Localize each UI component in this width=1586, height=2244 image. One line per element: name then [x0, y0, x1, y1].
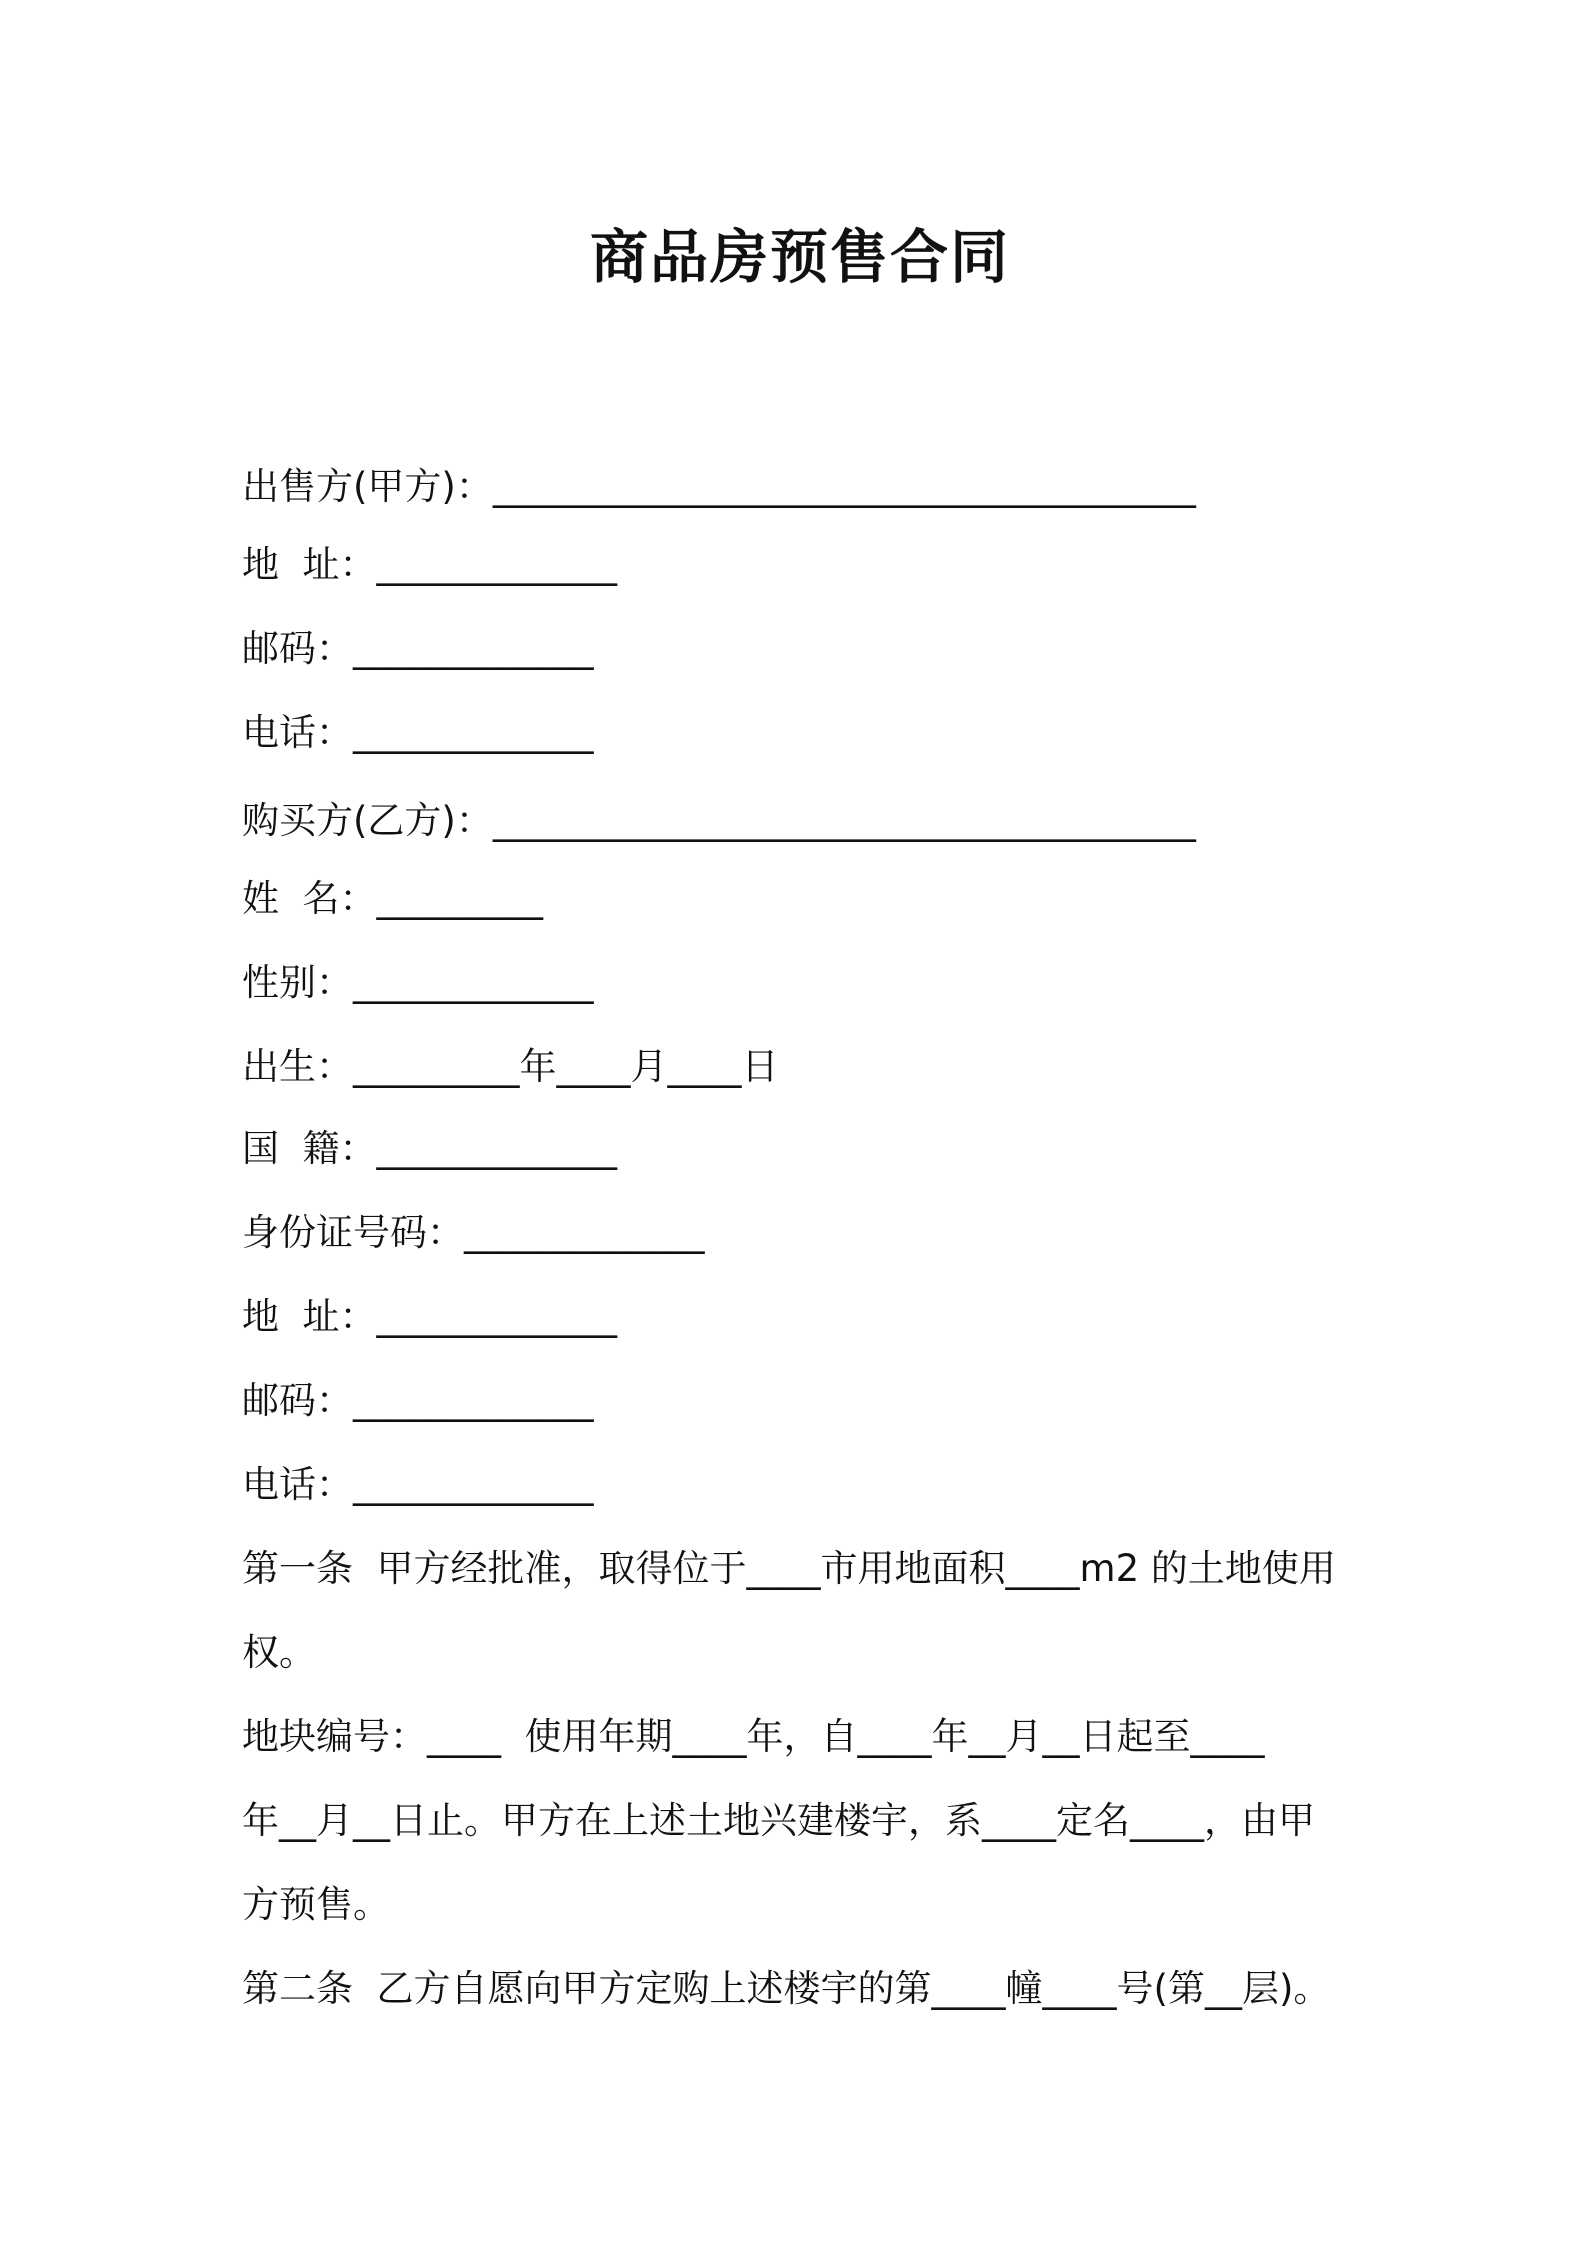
buyer-line: 购买方(乙方)：______________________________________ — [242, 799, 1196, 842]
buyer-postcode-line: 邮码：_____________ — [242, 1379, 594, 1422]
seller-line: 出售方(甲方)：______________________________________ — [242, 465, 1196, 508]
plot-line-3: 方预售。 — [242, 1883, 390, 1926]
plot-line-1: 地块编号：____ 使用年期____年，自____年__月__日起至____ — [242, 1715, 1265, 1758]
buyer-id-line: 身份证号码：_____________ — [242, 1211, 705, 1254]
plot-line-2: 年__月__日止。甲方在上述土地兴建楼宇，系____定名____，由甲 — [242, 1799, 1315, 1842]
buyer-gender-line: 性别：_____________ — [242, 961, 594, 1004]
document-title: 商品房预售合同 — [589, 223, 1010, 291]
article-2-line: 第二条 乙方自愿向甲方定购上述楼宇的第____幢____号(第__层)。 — [242, 1967, 1331, 2010]
article-1-line-2: 权。 — [242, 1631, 316, 1674]
seller-address-line: 地 址：_____________ — [242, 543, 618, 586]
buyer-nationality-line: 国 籍：_____________ — [242, 1127, 618, 1170]
buyer-address-line: 地 址：_____________ — [242, 1295, 618, 1338]
buyer-birth-line: 出生：_________年____月____日 — [242, 1045, 779, 1088]
buyer-name-line: 姓 名：_________ — [242, 877, 544, 920]
seller-phone-line: 电话：_____________ — [242, 711, 594, 754]
seller-postcode-line: 邮码：_____________ — [242, 627, 594, 670]
article-1-line-1: 第一条 甲方经批准，取得位于____市用地面积____m2 的土地使用 — [242, 1547, 1336, 1590]
buyer-phone-line: 电话：_____________ — [242, 1463, 594, 1506]
